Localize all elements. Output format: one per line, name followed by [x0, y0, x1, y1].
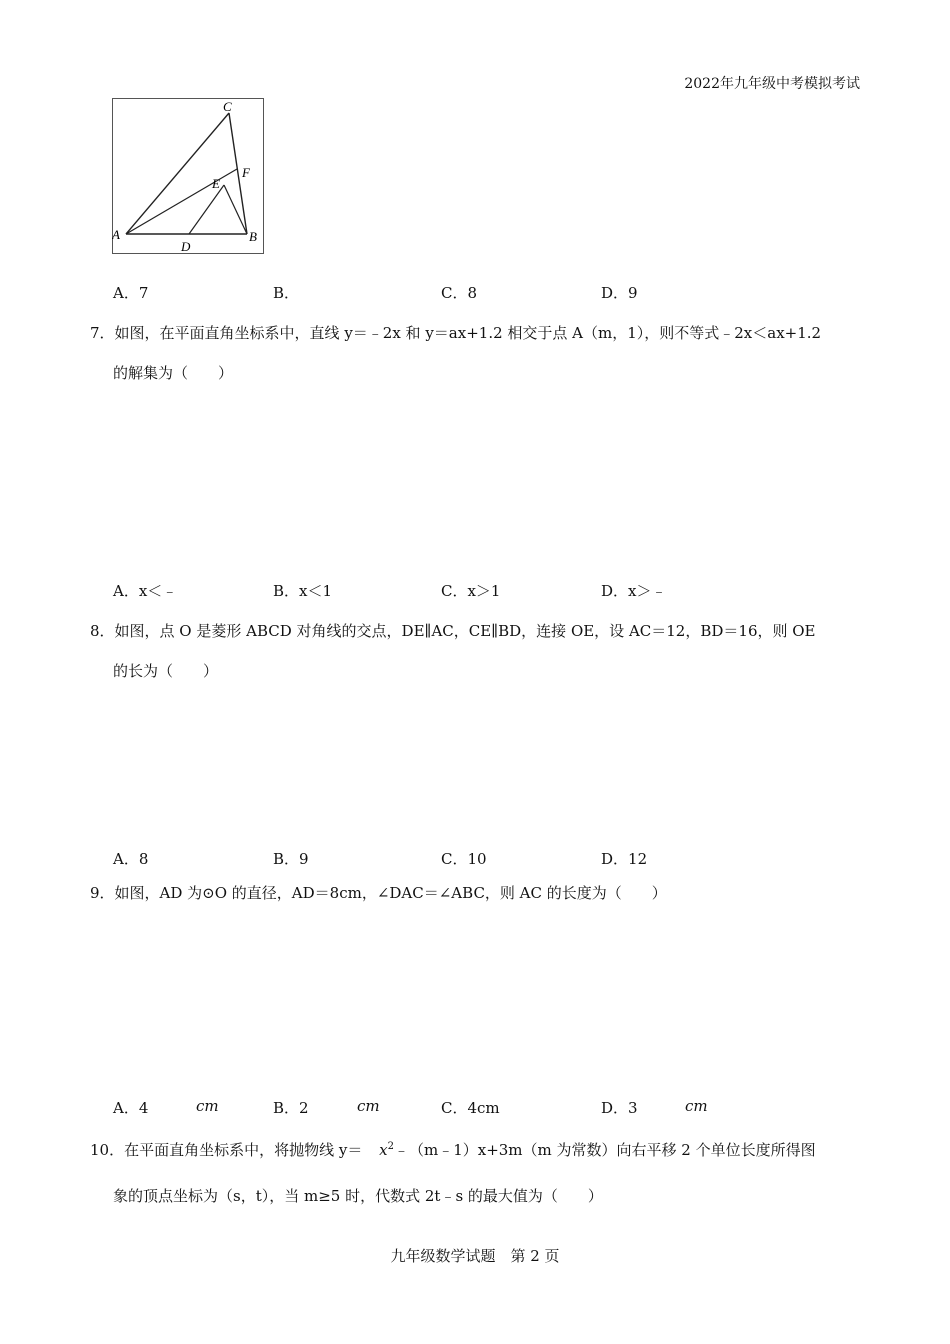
q10-line1-pre: 10．在平面直角坐标系中，将抛物线 y＝	[90, 1141, 363, 1159]
q9-option-b: B．2	[273, 1099, 309, 1117]
label-d: D	[181, 239, 191, 254]
page-footer: 九年级数学试题 第 2 页	[390, 1247, 560, 1265]
q9-option-d: D．3	[601, 1099, 638, 1117]
q8-option-b: B．9	[273, 850, 309, 868]
segment-ac	[126, 113, 229, 234]
label-c: C	[223, 99, 232, 114]
q9-stem-line1: 9．如图，AD 为⊙O 的直径，AD＝8cm，∠DAC＝∠ABC，则 AC 的长度为（ ）	[90, 884, 667, 902]
label-e: E	[212, 176, 220, 191]
figure-border	[113, 99, 264, 254]
q7-option-a: A．x＜﹣	[113, 582, 178, 600]
q10-line1-post: ﹣（m﹣1）x+3m（m 为常数）向右平移 2 个单位长度所得图	[393, 1141, 816, 1159]
triangle-figure-svg	[112, 98, 264, 254]
q9-option-b-unit: cm	[357, 1097, 380, 1115]
q10-x-var: x	[379, 1141, 388, 1159]
q9-option-a: A．4	[113, 1099, 149, 1117]
q6-option-c: C．8	[441, 284, 478, 302]
q9-option-d-unit: cm	[685, 1097, 708, 1115]
q6-option-b: B．	[273, 284, 300, 302]
triangle-figure	[112, 98, 264, 254]
q9-option-c: C．4cm	[441, 1099, 500, 1117]
label-f: F	[242, 165, 250, 180]
q10-stem-line1	[90, 1142, 816, 1158]
q9-option-a-unit: cm	[196, 1097, 219, 1115]
q7-option-d: D．x＞﹣	[601, 582, 667, 600]
q7-stem-line1: 7．如图，在平面直角坐标系中，直线 y＝﹣2x 和 y＝ax+1.2 相交于点 A（m，1），则不等式﹣2x＜ax+1.2	[90, 324, 822, 342]
q8-stem-line1: 8．如图，点 O 是菱形 ABCD 对角线的交点，DE∥AC，CE∥BD，连接 OE，设 AC＝12，BD＝16，则 OE	[90, 622, 816, 640]
q7-option-c: C．x＞1	[441, 582, 501, 600]
q6-option-a: A．7	[113, 284, 149, 302]
q7-option-b: B．x＜1	[273, 582, 333, 600]
q8-option-a: A．8	[113, 850, 149, 868]
q8-option-c: C．10	[441, 850, 487, 868]
label-b: B	[249, 229, 257, 244]
q10-x-exponent: 2	[387, 1141, 394, 1152]
segment-de	[189, 185, 224, 234]
exam-title-header: 2022年九年级中考模拟考试	[684, 76, 860, 92]
segment-af	[126, 169, 237, 234]
q10-stem-line2: 象的顶点坐标为（s，t），当 m≥5 时，代数式 2t﹣s 的最大值为（ ）	[113, 1187, 603, 1205]
q7-stem-line2: 的解集为（ ）	[113, 364, 234, 382]
label-a: A	[112, 227, 120, 242]
q6-option-d: D．9	[601, 284, 638, 302]
q8-option-d: D．12	[601, 850, 648, 868]
q8-stem-line2: 的长为（ ）	[113, 662, 219, 680]
